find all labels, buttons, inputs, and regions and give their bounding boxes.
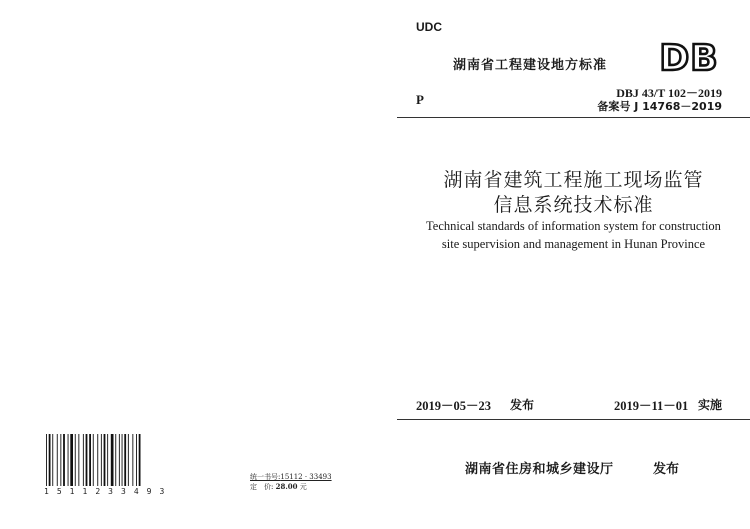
standard-number: DBJ 43/T 102－2019	[616, 86, 722, 100]
standard-type: 湖南省工程建设地方标准	[453, 58, 608, 73]
udc-label: UDC	[416, 20, 442, 34]
price-value: 28.00	[275, 482, 298, 491]
english-title-line-1: Technical standards of information system for construction	[426, 219, 721, 233]
publisher-label: 发布	[653, 462, 680, 477]
implementation-date: 2019－11－01	[614, 399, 689, 413]
unified-book-number: 15112 · 33493	[280, 473, 332, 481]
price-label: 定 价:	[250, 483, 274, 491]
price-unit: 元	[299, 483, 307, 491]
barcode-digits: 1 5 1 1 2 3 3 4 9 3	[44, 487, 166, 496]
unified-book-number-label: 统一书号:	[250, 473, 281, 481]
title-line-1: 湖南省建筑工程施工现场监管	[443, 169, 704, 191]
price-row	[250, 482, 332, 492]
price-block	[250, 472, 332, 492]
title-line-2: 信息系统技术标准	[493, 194, 654, 216]
issue-label: 发布	[510, 398, 535, 412]
implementation-label: 实施	[698, 398, 723, 412]
db-logo-text: DB	[659, 40, 719, 74]
barcode-image	[44, 434, 144, 486]
bottom-divider	[397, 419, 750, 420]
english-title-line-2: site supervision and management in Hunan Province	[441, 237, 706, 251]
record-number: 备案号 J 14768－2019	[597, 100, 722, 113]
issue-date: 2019－05－23	[416, 399, 492, 413]
p-classification: P	[416, 92, 424, 107]
top-divider	[397, 117, 750, 118]
publisher: 湖南省住房和城乡建设厅	[465, 462, 614, 477]
db-logo	[656, 40, 722, 74]
unified-book-number-row	[250, 472, 332, 482]
